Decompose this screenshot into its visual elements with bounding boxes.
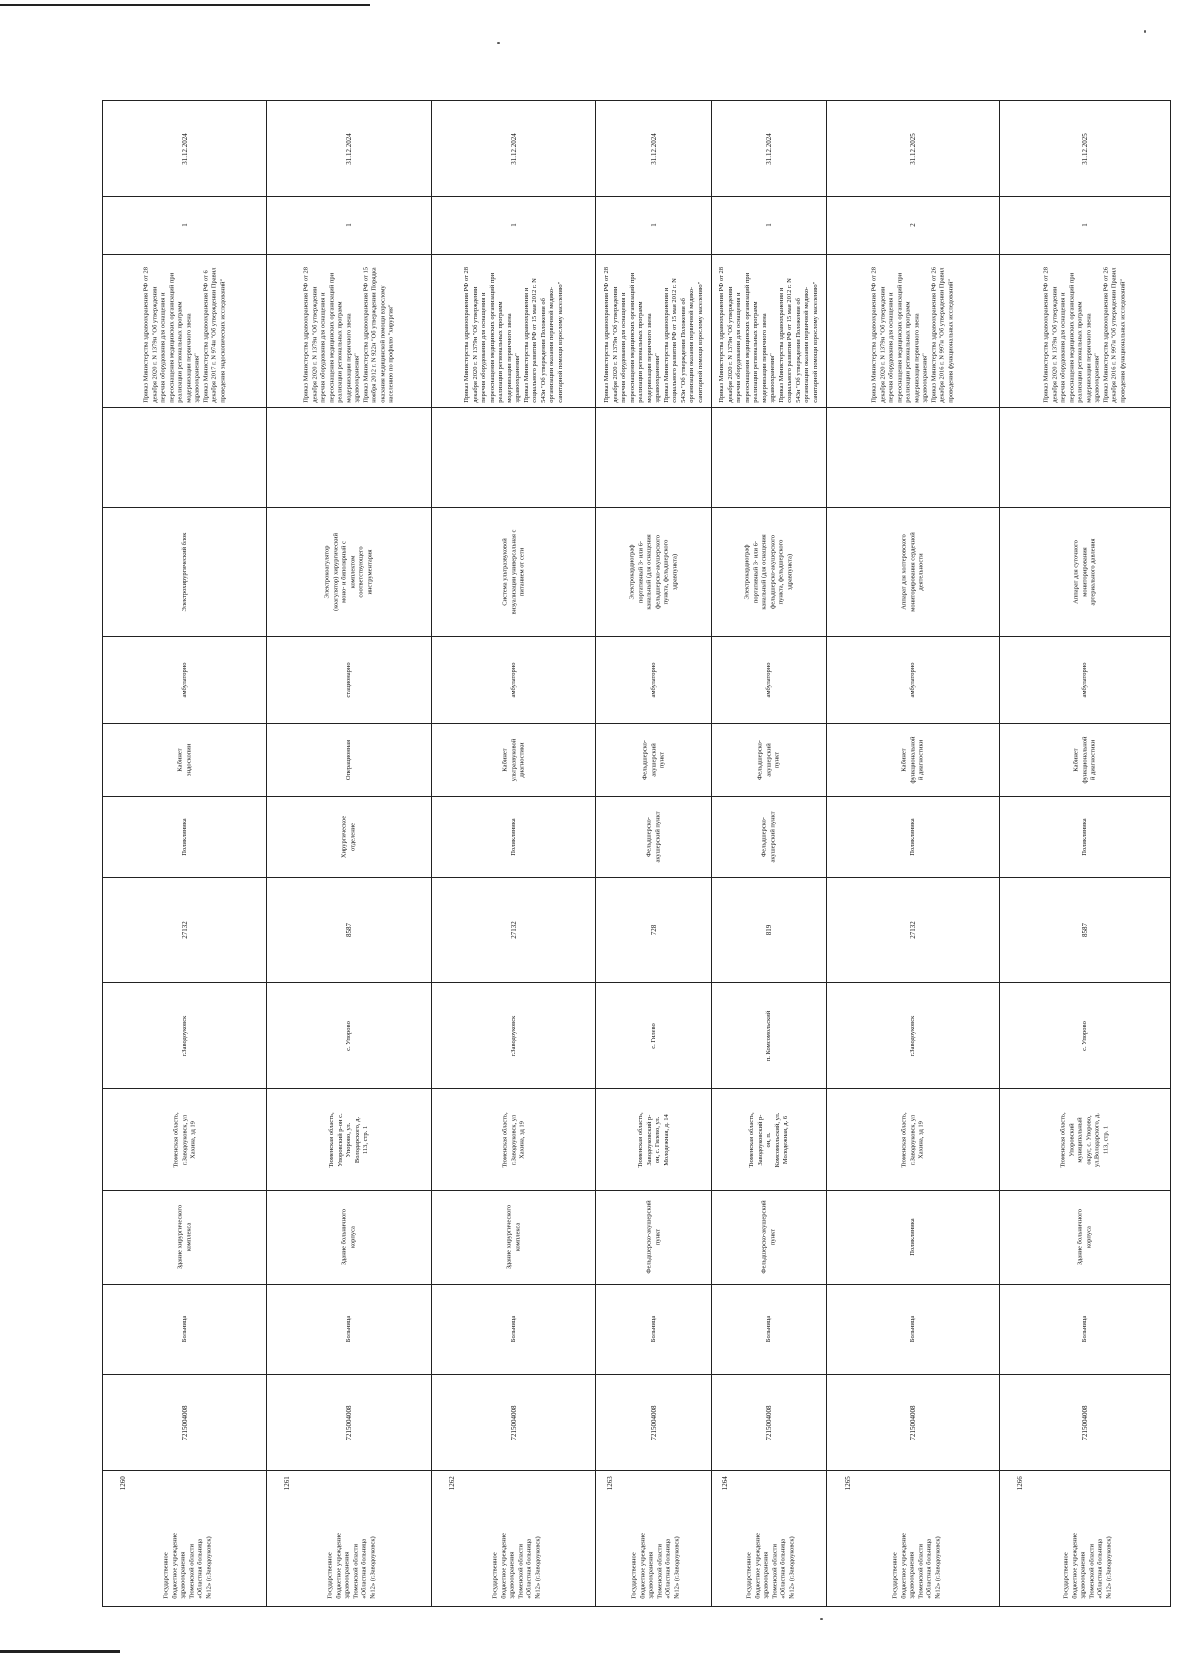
table-row-deadline xyxy=(103,101,1171,197)
table-cell-normative xyxy=(103,254,267,408)
table-cell-inn xyxy=(431,1374,595,1470)
table-row-room xyxy=(103,724,1171,796)
scan-top-line xyxy=(0,4,370,6)
table-cell-population xyxy=(1000,878,1171,983)
table-cell-quantity xyxy=(103,197,267,254)
table-row-org xyxy=(103,1471,1171,1607)
cell-text-deadline: 31.12.2025 xyxy=(908,132,917,165)
table-cell-blank xyxy=(1000,408,1171,507)
cell-text-mode: амбулаторно xyxy=(1080,662,1088,698)
table-cell-building xyxy=(267,1191,431,1284)
table-cell-inn xyxy=(711,1374,826,1470)
table-cell-equipment xyxy=(827,507,1000,637)
table-cell-inn xyxy=(267,1374,431,1470)
table-cell-room xyxy=(827,724,1000,796)
table-row-normative xyxy=(103,254,1171,408)
table-cell-population xyxy=(596,878,711,983)
cell-text-locality: п. Комсомольский xyxy=(764,1010,772,1061)
cell-text-normative: Приказ Министерства здравоохранения РФ от 28 декабря 2020 г. N 1379н "Об утверждении перечня оборудования для оснащения и переоснащения медицинских организаций при реализации региональных программ модернизации первичного звена здравоохранения" Приказ Министерства здравоохранения РФ от 26 декабря 2016 г. N 997н "Об утверждении Правил проведения функциональных исследований" xyxy=(870,266,955,403)
cell-text-inn: 7215004008 xyxy=(509,1405,518,1441)
cell-text-division: Поликлиника xyxy=(180,818,188,856)
cell-text-quantity: 1 xyxy=(180,223,189,228)
cell-text-population: 27132 xyxy=(180,921,189,939)
cell-text-type: Больница xyxy=(344,1316,352,1343)
table-cell-room xyxy=(711,724,826,796)
table-cell-quantity xyxy=(431,197,595,254)
row-number: 1261 xyxy=(282,1475,291,1490)
table-cell-locality xyxy=(1000,983,1171,1088)
cell-text-division: Поликлиника xyxy=(908,818,916,856)
cell-text-population: 27132 xyxy=(509,921,518,939)
cell-text-equipment: Электрохирургический блок xyxy=(180,532,188,612)
table-cell-mode xyxy=(103,637,267,724)
cell-text-inn: 7215004008 xyxy=(1080,1405,1089,1441)
cell-text-mode: амбулаторно xyxy=(764,662,772,698)
cell-text-quantity: 1 xyxy=(509,223,518,228)
table-cell-org xyxy=(103,1471,267,1607)
cell-text-locality: с. Упорово xyxy=(1080,1020,1088,1051)
table-cell-locality xyxy=(596,983,711,1088)
cell-text-address: Тюменская область, Заводоуковский р- он, п. Комсомольский, ул. Молодежная, д. 6 xyxy=(747,1111,789,1168)
table-cell-quantity xyxy=(267,197,431,254)
cell-text-locality: с. Гилево xyxy=(649,1022,657,1049)
cell-text-type: Больница xyxy=(180,1316,188,1343)
table-row-type xyxy=(103,1284,1171,1374)
cell-text-quantity: 1 xyxy=(344,223,353,228)
cell-text-building: Фельдшерско-акушерский пункт xyxy=(645,1200,661,1275)
table-row-division xyxy=(103,796,1171,877)
cell-text-quantity: 2 xyxy=(908,223,917,228)
table-cell-division xyxy=(431,796,595,877)
cell-text-normative: Приказ Министерства здравоохранения РФ от 28 декабря 2020 г. N 1379н "Об утверждении перечня оборудования для оснащения и переоснащения медицинских организаций при реализации региональных программ модернизации первичного звена здравоохранения" Приказ Министерства здравоохранения РФ от 15 ноября 2012 г. N 922н "Об утверждении Порядка оказания медицинской помощи взрослому населению по профилю "хирургия" xyxy=(302,266,395,403)
cell-text-address: Тюменская область, Упоровский р-он с. Упорово, ул. Володарского, д. 113, стр. 1 xyxy=(327,1111,369,1168)
cell-text-mode: амбулаторно xyxy=(509,662,517,698)
cell-text-building: Поликлиника xyxy=(908,1218,916,1257)
cell-text-building: Здание больничного корпуса xyxy=(340,1209,357,1266)
table-row-inn xyxy=(103,1374,1171,1470)
cell-text-locality: г.Заводоуковск xyxy=(908,1015,916,1056)
row-number: 1266 xyxy=(1016,1475,1025,1490)
table-cell-building xyxy=(596,1191,711,1284)
table-cell-locality xyxy=(267,983,431,1088)
cell-text-building: Фельдшерско-акушерский пункт xyxy=(760,1200,776,1275)
cell-text-equipment: Электрокардиограф портативный 3- или 6- канальный (для оснащения фельдшерско-акушерского пункта, фельдшерского здравпункта) xyxy=(743,534,793,610)
document-table-wrapper xyxy=(102,100,1171,1606)
table-cell-org xyxy=(267,1471,431,1607)
cell-text-normative: Приказ Министерства здравоохранения РФ от 28 декабря 2020 г. N 1379н "Об утверждении перечня оборудования для оснащения и переоснащения медицинских организаций при реализации региональных программ модернизации первичного звена здравоохранения" Приказ Министерства здравоохранения и социального развития РФ от 15 мая 2012 г. N 543н "Об утверждении Положения об организации оказания первичной медико- санитарной помощи взрослому населению" xyxy=(717,266,819,403)
row-number: 1263 xyxy=(605,1475,614,1490)
cell-text-deadline: 31.12.2024 xyxy=(764,132,773,165)
cell-text-deadline: 31.12.2024 xyxy=(344,132,353,165)
cell-text-normative: Приказ Министерства здравоохранения РФ от 28 декабря 2020 г. N 1379н "Об утверждении перечня оборудования для оснащения и переоснащения медицинских организаций при реализации региональных программ модернизации первичного звена здравоохранения" Приказ Министерства здравоохранения и социального развития РФ от 15 мая 2012 г. N 543н "Об утверждении Положения об организации оказания первичной медико- санитарной помощи взрослому населению" xyxy=(602,266,704,403)
table-cell-normative xyxy=(596,254,711,408)
table-cell-building xyxy=(431,1191,595,1284)
cell-text-inn: 7215004008 xyxy=(764,1405,773,1441)
table-cell-deadline xyxy=(431,101,595,197)
cell-text-address: Тюменская область, Заводоуковский р- он, с. Гилево, ул. Молодежная, д. 14 xyxy=(636,1111,670,1168)
table-row-quantity xyxy=(103,197,1171,254)
cell-text-quantity: 1 xyxy=(764,223,773,228)
cell-text-equipment: Аппарат для холтеровского мониторирования сердечной деятельности xyxy=(900,532,925,612)
table-cell-type xyxy=(1000,1284,1171,1374)
table-cell-quantity xyxy=(596,197,711,254)
table-cell-type xyxy=(827,1284,1000,1374)
cell-text-population: 8587 xyxy=(1080,923,1089,938)
cell-text-division: Хирургическое отделение xyxy=(340,815,357,859)
table-cell-inn xyxy=(103,1374,267,1470)
table-cell-normative xyxy=(267,254,431,408)
row-number: 1264 xyxy=(721,1475,730,1490)
table-cell-org xyxy=(431,1471,595,1607)
organization-name: Государственное бюджетное учреждение здравоохранения Тюменской области «Областная больница №12» (г.Заводоуковск) xyxy=(162,1532,212,1599)
table-cell-room xyxy=(596,724,711,796)
cell-text-division: Поликлиника xyxy=(1080,818,1088,856)
table-cell-division xyxy=(267,796,431,877)
cell-text-address: Тюменская область, г.Заводоуковск, ул Хахина, зд 19 xyxy=(900,1111,925,1168)
cell-text-normative: Приказ Министерства здравоохранения РФ от 28 декабря 2020 г. N 1379н "Об утверждении перечня оборудования для оснащения и переоснащения медицинских организаций при реализации региональных программ модернизации первичного звена здравоохранения" Приказ Министерства здравоохранения РФ от 26 декабря 2016 г. N 997н "Об утверждении Правил проведения функциональных исследований" xyxy=(1042,266,1127,403)
cell-text-type: Больница xyxy=(908,1316,916,1343)
cell-text-quantity: 1 xyxy=(1080,223,1089,228)
organization-name: Государственное бюджетное учреждение здравоохранения Тюменской области «Областная больница №12» (г.Заводоуковск) xyxy=(1062,1532,1113,1599)
table-cell-blank xyxy=(827,408,1000,507)
table-cell-org xyxy=(1000,1471,1171,1607)
table-cell-normative xyxy=(1000,254,1171,408)
cell-text-locality: г.Заводоуковск xyxy=(180,1015,188,1056)
cell-text-building: Здание больничного корпуса xyxy=(1076,1209,1093,1266)
table-row-address xyxy=(103,1088,1171,1190)
table-cell-room xyxy=(103,724,267,796)
table-cell-population xyxy=(267,878,431,983)
table-cell-locality xyxy=(103,983,267,1088)
cell-text-deadline: 31.12.2024 xyxy=(649,132,658,165)
table-cell-division xyxy=(711,796,826,877)
cell-text-mode: стационарно xyxy=(344,662,352,698)
table-row-locality xyxy=(103,983,1171,1088)
equipment-table xyxy=(102,100,1171,1607)
cell-text-type: Больница xyxy=(764,1316,772,1343)
table-cell-division xyxy=(1000,796,1171,877)
table-cell-type xyxy=(596,1284,711,1374)
table-cell-quantity xyxy=(711,197,826,254)
table-cell-building xyxy=(103,1191,267,1284)
organization-name: Государственное бюджетное учреждение здравоохранения Тюменской области «Областная больница №12» (г.Заводоуковск) xyxy=(745,1532,796,1599)
table-cell-blank xyxy=(431,408,595,507)
table-cell-type xyxy=(267,1284,431,1374)
table-cell-division xyxy=(827,796,1000,877)
table-cell-locality xyxy=(827,983,1000,1088)
table-cell-room xyxy=(431,724,595,796)
cell-text-building: Здание хирургического комплекса xyxy=(505,1205,521,1270)
cell-text-room: Кабинет эндоскопии xyxy=(176,743,192,777)
table-cell-quantity xyxy=(827,197,1000,254)
table-cell-locality xyxy=(431,983,595,1088)
table-cell-population xyxy=(431,878,595,983)
table-cell-org xyxy=(596,1471,711,1607)
cell-text-inn: 7215004008 xyxy=(649,1405,658,1441)
cell-text-type: Больница xyxy=(649,1316,657,1343)
scan-bottom-line xyxy=(0,1650,120,1653)
table-row-blank xyxy=(103,408,1171,507)
table-row-equipment xyxy=(103,507,1171,637)
table-cell-normative xyxy=(431,254,595,408)
table-cell-mode xyxy=(596,637,711,724)
table-cell-equipment xyxy=(103,507,267,637)
cell-text-population: 728 xyxy=(649,925,658,936)
cell-text-building: Здание хирургического комплекса xyxy=(176,1205,192,1270)
cell-text-population: 8587 xyxy=(344,923,353,938)
table-cell-type xyxy=(431,1284,595,1374)
table-cell-deadline xyxy=(103,101,267,197)
table-cell-equipment xyxy=(267,507,431,637)
table-cell-locality xyxy=(711,983,826,1088)
cell-text-address: Тюменская область, Упоровский муниципальный округ, с. Упорово, ул.Володарского, д. 113, стр. 1 xyxy=(1059,1111,1110,1168)
table-cell-deadline xyxy=(596,101,711,197)
table-cell-division xyxy=(596,796,711,877)
scan-speck xyxy=(497,42,500,44)
table-cell-blank xyxy=(711,408,826,507)
table-cell-address xyxy=(827,1088,1000,1190)
cell-text-equipment: Система ультразвуковой визуализации универсальная с питанием от сети xyxy=(500,529,525,615)
cell-text-equipment: Электрокардиограф портативный 3- или 6- канальный (для оснащения фельдшерско-акушерского пункта, фельдшерского здравпункта) xyxy=(628,534,678,610)
cell-text-room: Операционная xyxy=(344,739,352,781)
scan-speck xyxy=(820,1618,823,1620)
table-cell-mode xyxy=(267,637,431,724)
table-cell-deadline xyxy=(711,101,826,197)
cell-text-equipment: Электрокоагулятор (коагулятор) хирургический моно- и биполярный с комплектом соответствующего инструментария xyxy=(323,532,374,611)
cell-text-mode: амбулаторно xyxy=(649,662,657,698)
table-cell-blank xyxy=(267,408,431,507)
cell-text-type: Больница xyxy=(509,1316,517,1343)
cell-text-equipment: Аппарат для суточного мониторирования артериального давления xyxy=(1072,538,1097,606)
table-cell-equipment xyxy=(596,507,711,637)
table-cell-mode xyxy=(711,637,826,724)
cell-text-inn: 7215004008 xyxy=(908,1405,917,1441)
cell-text-deadline: 31.12.2024 xyxy=(509,132,518,165)
table-cell-room xyxy=(1000,724,1171,796)
cell-text-room: Кабинет функциональной й диагностики xyxy=(900,736,925,784)
cell-text-address: Тюменская область, г.Заводоуковск, ул Хахина, зд 19 xyxy=(171,1111,196,1168)
table-cell-address xyxy=(267,1088,431,1190)
cell-text-room: Кабинет функциональной й диагностики xyxy=(1072,736,1097,784)
table-cell-blank xyxy=(103,408,267,507)
row-number: 1265 xyxy=(843,1475,852,1490)
cell-text-normative: Приказ Министерства здравоохранения РФ от 28 декабря 2020 г. N 1379н "Об утверждении перечня оборудования для оснащения и переоснащения медицинских организаций при реализации региональных программ модернизации первичного звена здравоохранения" Приказ Министерства здравоохранения и социального развития РФ от 15 мая 2012 г. N 543н "Об утверждении Положения об организации оказания первичной медико- санитарной помощи взрослому населению" xyxy=(462,266,564,403)
cell-text-deadline: 31.12.2024 xyxy=(180,132,189,165)
organization-name: Государственное бюджетное учреждение здравоохранения Тюменской области «Областная больница №12» (г.Заводоуковск) xyxy=(491,1532,541,1599)
table-cell-population xyxy=(103,878,267,983)
table-cell-deadline xyxy=(1000,101,1171,197)
table-cell-mode xyxy=(827,637,1000,724)
cell-text-division: Поликлиника xyxy=(509,818,517,856)
table-cell-address xyxy=(103,1088,267,1190)
cell-text-address: Тюменская область, г.Заводоуковск, ул Хахина, зд 19 xyxy=(500,1111,525,1168)
table-cell-equipment xyxy=(711,507,826,637)
table-cell-blank xyxy=(596,408,711,507)
table-cell-building xyxy=(1000,1191,1171,1284)
table-cell-mode xyxy=(1000,637,1171,724)
table-cell-deadline xyxy=(827,101,1000,197)
table-cell-inn xyxy=(827,1374,1000,1470)
table-cell-inn xyxy=(596,1374,711,1470)
table-cell-mode xyxy=(431,637,595,724)
cell-text-division: Фельдшерско- акушерский пункт xyxy=(760,811,776,863)
cell-text-type: Больница xyxy=(1080,1316,1088,1343)
table-cell-address xyxy=(596,1088,711,1190)
cell-text-deadline: 31.12.2025 xyxy=(1080,132,1089,165)
table-row-building xyxy=(103,1191,1171,1284)
organization-name: Государственное бюджетное учреждение здравоохранения Тюменской области «Областная больница №12» (г.Заводоуковск) xyxy=(326,1532,377,1599)
cell-text-room: Фельдшерско- акушерский пункт xyxy=(756,740,781,780)
table-cell-population xyxy=(827,878,1000,983)
cell-text-room: Фельдшерско- акушерский пункт xyxy=(640,740,665,780)
table-cell-building xyxy=(827,1191,1000,1284)
table-row-population xyxy=(103,878,1171,983)
table-cell-division xyxy=(103,796,267,877)
table-row-mode xyxy=(103,637,1171,724)
table-cell-equipment xyxy=(431,507,595,637)
table-cell-room xyxy=(267,724,431,796)
table-cell-type xyxy=(103,1284,267,1374)
cell-text-mode: амбулаторно xyxy=(908,662,916,698)
table-cell-org xyxy=(827,1471,1000,1607)
cell-text-division: Фельдшерско- акушерский пункт xyxy=(645,811,661,863)
cell-text-inn: 7215004008 xyxy=(344,1405,353,1441)
cell-text-normative: Приказ Министерства здравоохранения РФ от 28 декабря 2020 г. N 1379н "Об утверждении перечня оборудования для оснащения и переоснащения медицинских организаций при реализации региональных программ модернизации первичного звена здравоохранения" Приказ Министерства здравоохранения РФ от 6 декабря 2017 г. N 974н "Об утверждении Правил проведения эндоскопических исследований" xyxy=(142,266,226,403)
cell-text-inn: 7215004008 xyxy=(180,1405,189,1441)
table-cell-population xyxy=(711,878,826,983)
table-cell-building xyxy=(711,1191,826,1284)
table-cell-equipment xyxy=(1000,507,1171,637)
cell-text-population: 27132 xyxy=(908,921,917,939)
cell-text-mode: амбулаторно xyxy=(180,662,188,698)
table-cell-org xyxy=(711,1471,826,1607)
row-number: 1260 xyxy=(118,1475,127,1490)
cell-text-room: Кабинет ультразвуковой диагностики xyxy=(500,738,525,782)
row-number: 1262 xyxy=(447,1475,456,1490)
cell-text-locality: с. Упорово xyxy=(344,1020,352,1051)
table-cell-normative xyxy=(711,254,826,408)
cell-text-population: 819 xyxy=(764,925,773,936)
organization-name: Государственное бюджетное учреждение здравоохранения Тюменской области «Областная больница №12» (г.Заводоуковск) xyxy=(891,1532,941,1599)
table-cell-normative xyxy=(827,254,1000,408)
table-cell-type xyxy=(711,1284,826,1374)
cell-text-quantity: 1 xyxy=(649,223,658,228)
table-cell-inn xyxy=(1000,1374,1171,1470)
table-cell-address xyxy=(431,1088,595,1190)
organization-name: Государственное бюджетное учреждение здравоохранения Тюменской области «Областная больница №12» (г.Заводоуковск) xyxy=(630,1532,680,1599)
scan-speck xyxy=(1144,30,1146,33)
table-cell-address xyxy=(711,1088,826,1190)
table-cell-address xyxy=(1000,1088,1171,1190)
cell-text-locality: г.Заводоуковск xyxy=(509,1015,517,1056)
table-cell-quantity xyxy=(1000,197,1171,254)
table-cell-deadline xyxy=(267,101,431,197)
